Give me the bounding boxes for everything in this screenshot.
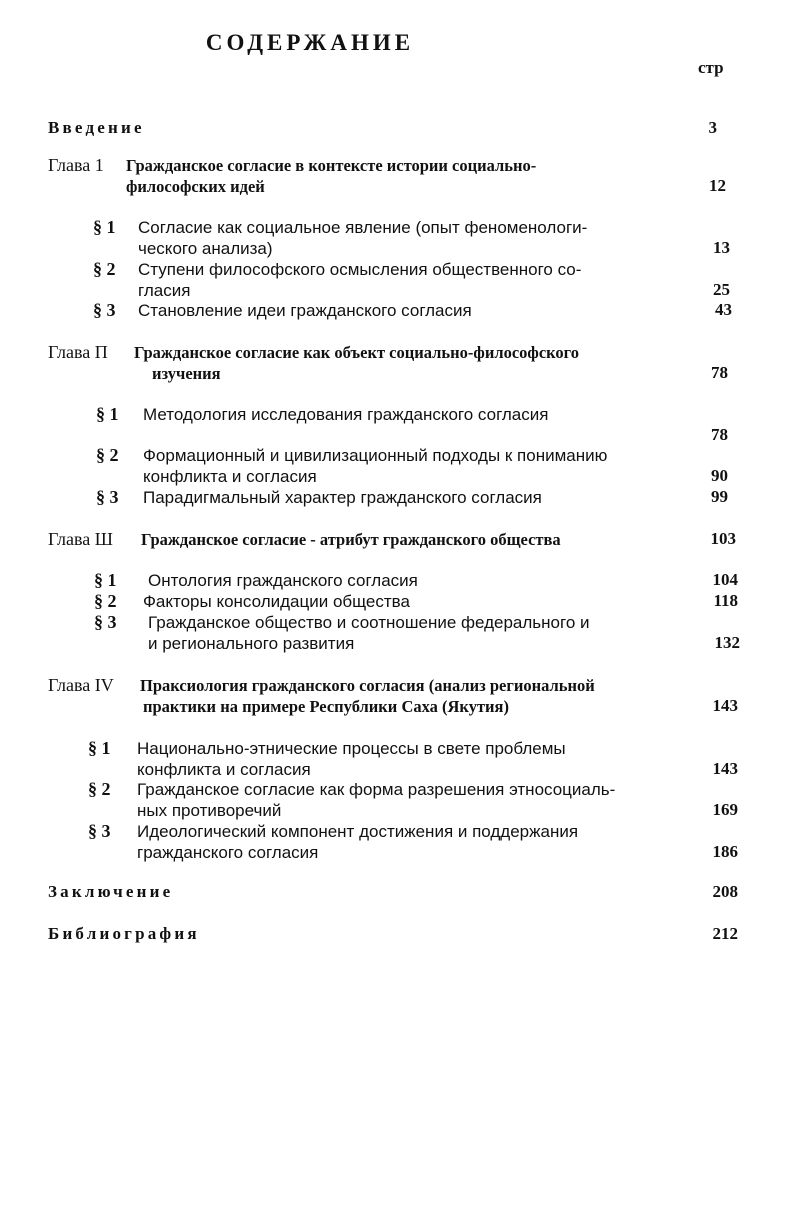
ch4-para-1-num: § 1 bbox=[88, 738, 111, 758]
ch1-para-3-page: 43 bbox=[715, 300, 732, 319]
ch1-para-2-num: § 2 bbox=[93, 259, 116, 279]
ch1-para-1-num: § 1 bbox=[93, 217, 116, 237]
ch1-para-1-page: 13 bbox=[713, 238, 730, 257]
chapter-4-title-line1: Праксиология гражданского согласия (анализ региональной bbox=[140, 676, 595, 695]
ch3-para-1-line1: Онтология гражданского согласия bbox=[148, 571, 418, 590]
toc-intro-label[interactable]: Введение bbox=[48, 118, 145, 137]
ch2-para-2-line1: Формационный и цивилизационный подходы к пониманию bbox=[143, 446, 608, 465]
ch2-para-2-num: § 2 bbox=[96, 445, 119, 465]
ch4-para-3-page: 186 bbox=[712, 842, 738, 861]
ch2-para-1-text[interactable] bbox=[143, 404, 548, 425]
chapter-3-title-line1: Гражданское согласие - атрибут гражданского общества bbox=[141, 530, 561, 549]
ch1-para-2-text[interactable] bbox=[138, 259, 581, 301]
chapter-4-title[interactable] bbox=[140, 675, 595, 717]
ch1-para-2-page: 25 bbox=[713, 280, 730, 299]
ch3-para-2-line1: Факторы консолидации общества bbox=[143, 592, 410, 611]
chapter-1-label: Глава 1 bbox=[48, 155, 104, 175]
page-title: СОДЕРЖАНИЕ bbox=[205, 30, 415, 55]
chapter-4-page: 143 bbox=[712, 696, 738, 715]
ch4-para-1-text[interactable] bbox=[137, 738, 566, 780]
chapter-2-label: Глава П bbox=[48, 342, 108, 362]
chapter-4-label: Глава IV bbox=[48, 675, 114, 695]
ch1-para-3-line1: Становление идеи гражданского согласия bbox=[138, 301, 472, 320]
chapter-2-page: 78 bbox=[711, 363, 728, 382]
ch4-para-3-line2: гражданского согласия bbox=[137, 843, 319, 862]
ch4-para-3-line1: Идеологический компонент достижения и поддержания bbox=[137, 822, 579, 841]
chapter-2-title-line2: изучения bbox=[152, 364, 221, 383]
ch3-para-3-num: § 3 bbox=[94, 612, 117, 632]
chapter-4-title-line2: практики на примере Республики Саха (Якутия) bbox=[143, 697, 509, 716]
ch4-para-3-num: § 3 bbox=[88, 821, 111, 841]
toc-intro-page: 3 bbox=[708, 118, 717, 137]
chapter-3-label: Глава Ш bbox=[48, 529, 113, 549]
toc-conclusion-page: 208 bbox=[712, 882, 738, 901]
ch4-para-2-line1: Гражданское согласие как форма разрешения этносоциаль- bbox=[137, 780, 616, 799]
chapter-1-page: 12 bbox=[709, 176, 726, 195]
ch4-para-1-line1: Национально-этнические процессы в свете проблемы bbox=[137, 739, 566, 758]
chapter-3-title[interactable] bbox=[141, 529, 561, 550]
ch1-para-1-text[interactable] bbox=[138, 217, 587, 259]
ch1-para-2-line1: Ступени философского осмысления общественного со- bbox=[138, 260, 582, 279]
ch1-para-1-line1: Согласие как социальное явление (опыт феноменологи- bbox=[138, 218, 588, 237]
ch3-para-2-page: 118 bbox=[713, 591, 738, 610]
page-column-label: стр bbox=[698, 58, 724, 77]
ch3-para-3-page: 132 bbox=[714, 633, 740, 652]
ch4-para-1-line2: конфликта и согласия bbox=[137, 760, 311, 779]
ch4-para-2-line2: ных противоречий bbox=[137, 801, 282, 820]
toc-conclusion-label[interactable]: Заключение bbox=[48, 882, 174, 901]
ch2-para-1-page: 78 bbox=[711, 425, 728, 444]
ch3-para-3-line1: Гражданское общество и соотношение федерального и bbox=[148, 613, 590, 632]
ch3-para-1-text[interactable] bbox=[148, 570, 418, 591]
toc-bibliography-label[interactable]: Библиография bbox=[48, 924, 200, 943]
chapter-1-title-line1: Гражданское согласие в контексте истории социально- bbox=[126, 156, 537, 175]
ch2-para-3-num: § 3 bbox=[96, 487, 119, 507]
ch1-para-3-text[interactable] bbox=[138, 300, 472, 321]
chapter-1-title-line2: философских идей bbox=[126, 177, 265, 196]
ch4-para-2-text[interactable] bbox=[137, 779, 615, 821]
ch1-para-1-line2: ческого анализа) bbox=[138, 239, 273, 258]
ch2-para-3-line1: Парадигмальный характер гражданского согласия bbox=[143, 488, 542, 507]
ch3-para-2-num: § 2 bbox=[94, 591, 117, 611]
chapter-2-title[interactable] bbox=[134, 342, 579, 384]
ch2-para-2-page: 90 bbox=[711, 466, 728, 485]
ch3-para-1-num: § 1 bbox=[94, 570, 117, 590]
ch1-para-2-line2: гласия bbox=[138, 281, 191, 300]
ch2-para-3-page: 99 bbox=[711, 487, 728, 506]
ch2-para-1-line1: Методология исследования гражданского согласия bbox=[143, 405, 549, 424]
ch4-para-3-text[interactable] bbox=[137, 821, 578, 863]
ch2-para-1-num: § 1 bbox=[96, 404, 119, 424]
chapter-3-page: 103 bbox=[710, 529, 736, 548]
ch4-para-1-page: 143 bbox=[712, 759, 738, 778]
ch3-para-3-text[interactable] bbox=[148, 612, 590, 654]
chapter-1-title[interactable] bbox=[126, 155, 536, 197]
ch3-para-3-line2: и регионального развития bbox=[148, 634, 355, 653]
chapter-2-title-line1: Гражданское согласие как объект социально-философского bbox=[134, 343, 580, 362]
toc-bibliography-page: 212 bbox=[712, 924, 738, 943]
ch4-para-2-page: 169 bbox=[712, 800, 738, 819]
ch3-para-1-page: 104 bbox=[712, 570, 738, 589]
ch1-para-3-num: § 3 bbox=[93, 300, 116, 320]
ch2-para-2-text[interactable] bbox=[143, 445, 607, 487]
ch2-para-2-line2: конфликта и согласия bbox=[143, 467, 317, 486]
ch3-para-2-text[interactable] bbox=[143, 591, 410, 612]
ch4-para-2-num: § 2 bbox=[88, 779, 111, 799]
ch2-para-3-text[interactable] bbox=[143, 487, 542, 508]
